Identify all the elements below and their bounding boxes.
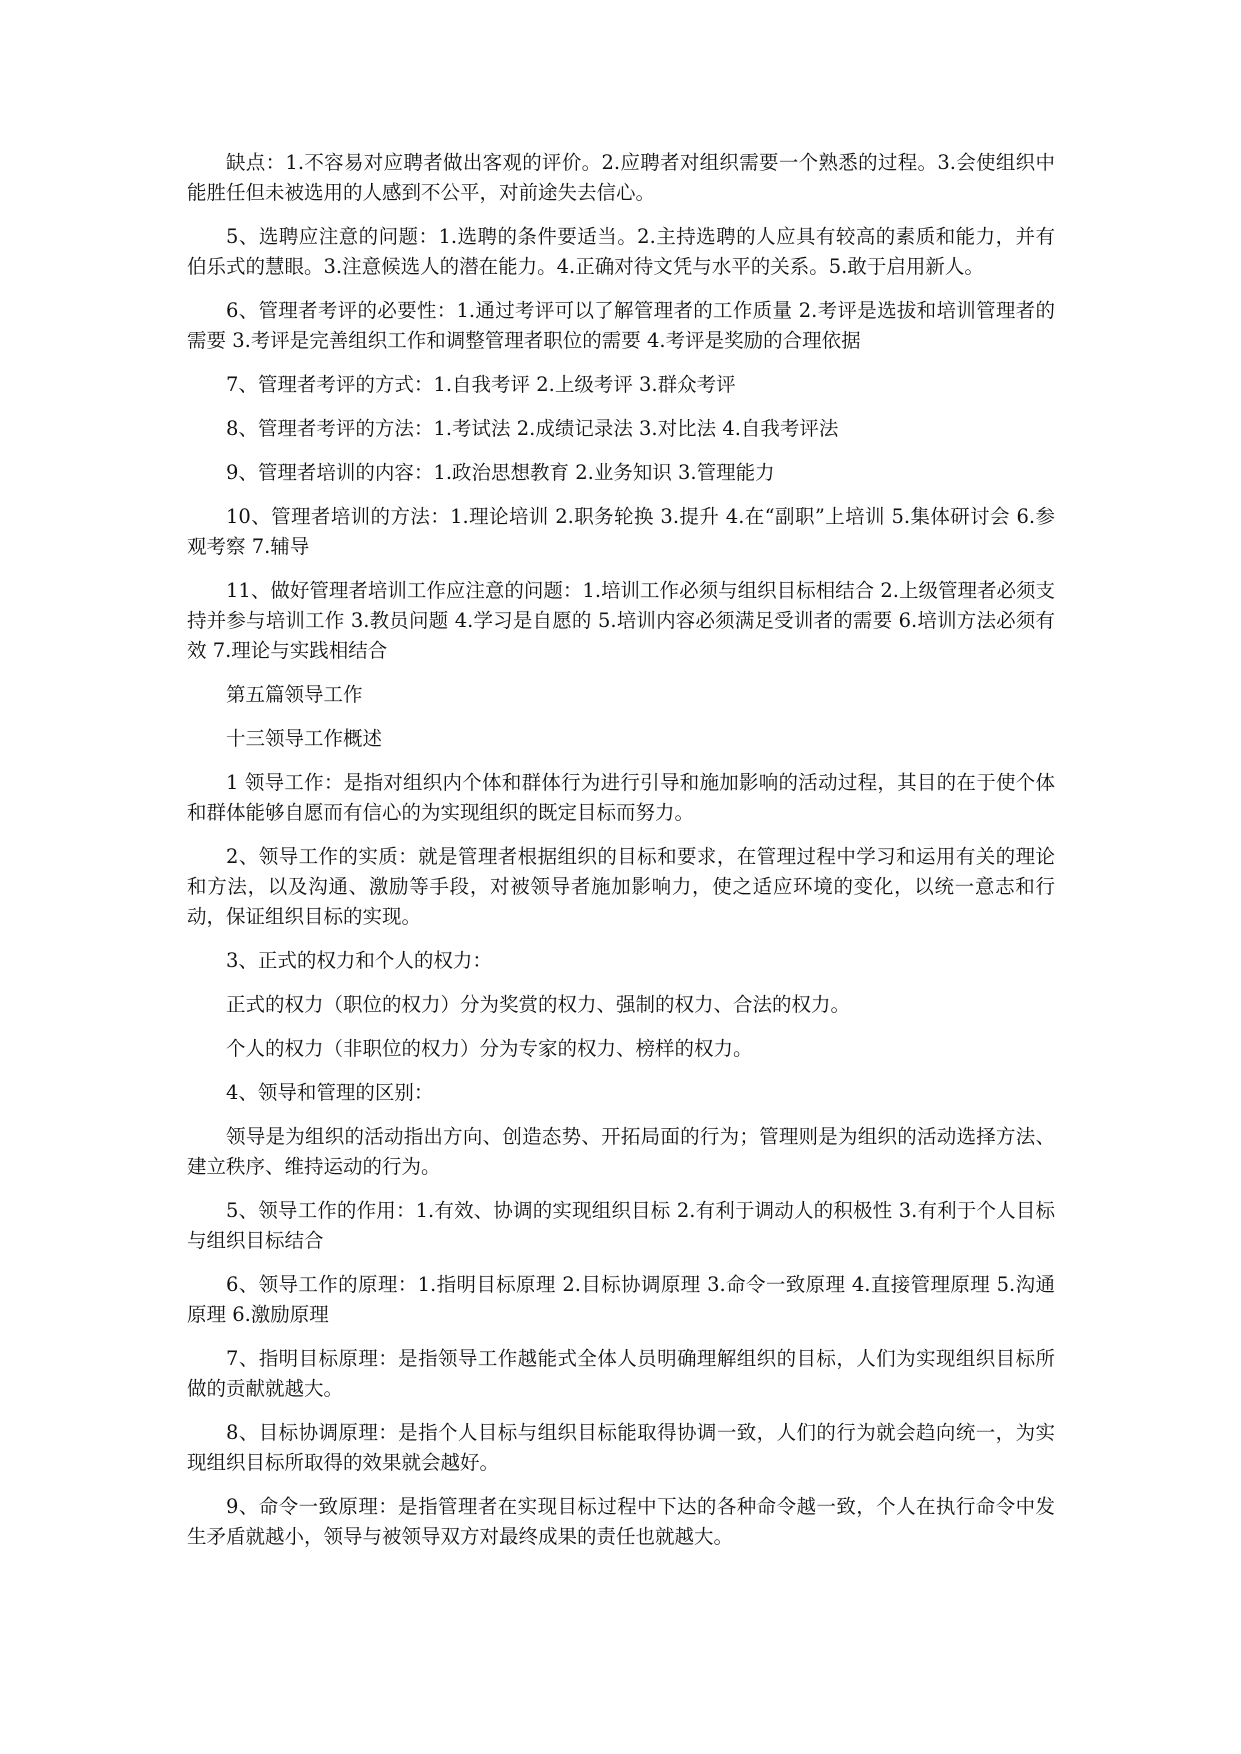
paragraph-training-content: 9、管理者培训的内容：1.政治思想教育 2.业务知识 3.管理能力 [226, 461, 775, 484]
paragraph-goal-harmony-principle: 8、目标协调原理：是指个人目标与组织目标能取得协调一致，人们的行为就会趋向统一，为实现组织目标所取得的效果就会越好。 [187, 1421, 1055, 1474]
paragraph-personal-power: 个人的权力（非职位的权力）分为专家的权力、榜样的权力。 [226, 1037, 753, 1060]
paragraph-command-unity-principle: 9、命令一致原理：是指管理者在实现目标过程中下达的各种命令越一致，个人在执行命令中发生矛盾就越小，领导与被领导双方对最终成果的责任也就越大。 [187, 1495, 1055, 1548]
section-heading-part-five: 第五篇领导工作 [226, 683, 363, 706]
paragraph-appraisal-methods: 8、管理者考评的方法：1.考试法 2.成绩记录法 3.对比法 4.自我考评法 [226, 417, 839, 440]
paragraph-power-types: 3、正式的权力和个人的权力： [226, 949, 492, 972]
paragraph-leadership-definition: 1 领导工作：是指对组织内个体和群体行为进行引导和施加影响的活动过程，其目的在于使个体和群体能够自愿而有信心的为实现组织的既定目标而努力。 [187, 771, 1055, 824]
paragraph-leadership-vs-management-body: 领导是为组织的活动指出方向、创造态势、开拓局面的行为；管理则是为组织的活动选择方法、建立秩序、维持运动的行为。 [187, 1125, 1055, 1178]
section-heading-chapter-13: 十三领导工作概述 [226, 727, 383, 750]
paragraph-leadership-role: 5、领导工作的作用：1.有效、协调的实现组织目标 2.有利于调动人的积极性 3.有利于个人目标与组织目标结合 [187, 1199, 1055, 1252]
paragraph-disadvantages: 缺点：1.不容易对应聘者做出客观的评价。2.应聘者对组织需要一个熟悉的过程。3.会使组织中能胜任但未被选用的人感到不公平，对前途失去信心。 [187, 151, 1055, 204]
paragraph-training-notes: 11、做好管理者培训工作应注意的问题：1.培训工作必须与组织目标相结合 2.上级管理者必须支持并参与培训工作 3.教员问题 4.学习是自愿的 5.培训内容必须满足受训者的需要 6.培训方法必须有效 7.理论与实践相结合 [187, 579, 1055, 662]
paragraph-leadership-vs-management: 4、领导和管理的区别： [226, 1081, 434, 1104]
paragraph-appraisal-modes: 7、管理者考评的方式：1.自我考评 2.上级考评 3.群众考评 [226, 373, 736, 396]
paragraph-leadership-principles: 6、领导工作的原理：1.指明目标原理 2.目标协调原理 3.命令一致原理 4.直接管理原理 5.沟通原理 6.激励原理 [187, 1273, 1055, 1326]
paragraph-goal-clarity-principle: 7、指明目标原理：是指领导工作越能式全体人员明确理解组织的目标，人们为实现组织目标所做的贡献就越大。 [187, 1347, 1055, 1400]
paragraph-training-methods: 10、管理者培训的方法：1.理论培训 2.职务轮换 3.提升 4.在“副职”上培训 5.集体研讨会 6.参观考察 7.辅导 [187, 505, 1055, 558]
paragraph-appraisal-necessity: 6、管理者考评的必要性：1.通过考评可以了解管理者的工作质量 2.考评是选拔和培训管理者的需要 3.考评是完善组织工作和调整管理者职位的需要 4.考评是奖励的合理依据 [187, 299, 1055, 352]
paragraph-formal-power: 正式的权力（职位的权力）分为奖赏的权力、强制的权力、合法的权力。 [226, 993, 851, 1016]
paragraph-leadership-essence: 2、领导工作的实质：就是管理者根据组织的目标和要求，在管理过程中学习和运用有关的理论和方法，以及沟通、激励等手段，对被领导者施加影响力，使之适应环境的变化，以统一意志和行动，保证组织目标的实现。 [187, 845, 1055, 928]
document-body [187, 148, 1055, 1566]
paragraph-selection-notes: 5、选聘应注意的问题：1.选聘的条件要适当。2.主持选聘的人应具有较高的素质和能力，并有伯乐式的慧眼。3.注意候选人的潜在能力。4.正确对待文凭与水平的关系。5.敢于启用新人。 [187, 225, 1055, 278]
